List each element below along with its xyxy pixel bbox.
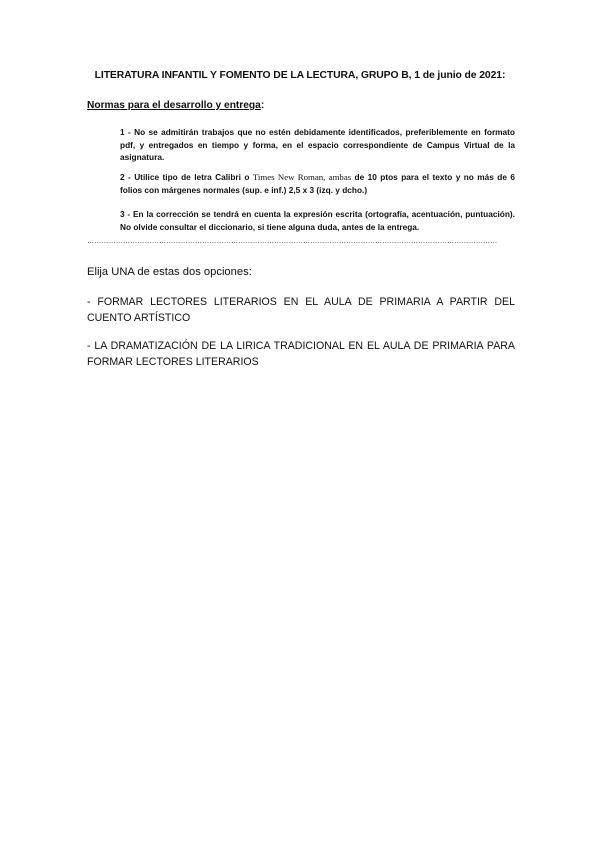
rule-1: 1 - No se admitirán trabajos que no estén debidamente identificados, preferiblemente en formato pdf, y entregados en tiempo y forma, en el espacio correspondiente de Campus Virtual de la asignatura. — [120, 127, 515, 163]
rule-3: 3 - En la corrección se tendrá en cuenta la expresión escrita (ortografía, acentuación, puntuación). No olvide consultar el diccionario, si tiene alguna duda, antes de la entrega. — [120, 209, 515, 232]
dotted-separator: ……………………………………………………………………………………………………………………………………………………… — [87, 238, 498, 245]
option-1: - FORMAR LECTORES LITERARIOS EN EL AULA DE PRIMARIA A PARTIR DEL CUENTO ARTÍSTICO — [87, 296, 515, 324]
norms-heading-colon: : — [260, 100, 265, 111]
rule-2-part-1: 2 - Utilice tipo de letra Calibri o — [120, 172, 253, 182]
norms-heading — [87, 100, 264, 111]
option-2: - LA DRAMATIZACIÓN DE LA LIRICA TRADICIONAL EN EL AULA DE PRIMARIA PARA FORMAR LECTORES LITERARIOS — [87, 340, 515, 368]
document-title: LITERATURA INFANTIL Y FOMENTO DE LA LECTURA, GRUPO B, 1 de junio de 2021: — [94, 70, 506, 81]
options-prompt: Elija UNA de estas dos opciones: — [87, 266, 252, 278]
rule-2 — [120, 171, 515, 196]
rule-2-part-3: de 10 ptos para el texto y no más de 6 folios con márgenes normales (sup. e inf.) 2,5 x 3 (izq. y dcho.) — [120, 172, 515, 195]
norms-heading-text: Normas para el desarrollo y entrega — [87, 100, 261, 111]
rule-2-part-2: Times New Roman, ambas — [252, 172, 352, 182]
